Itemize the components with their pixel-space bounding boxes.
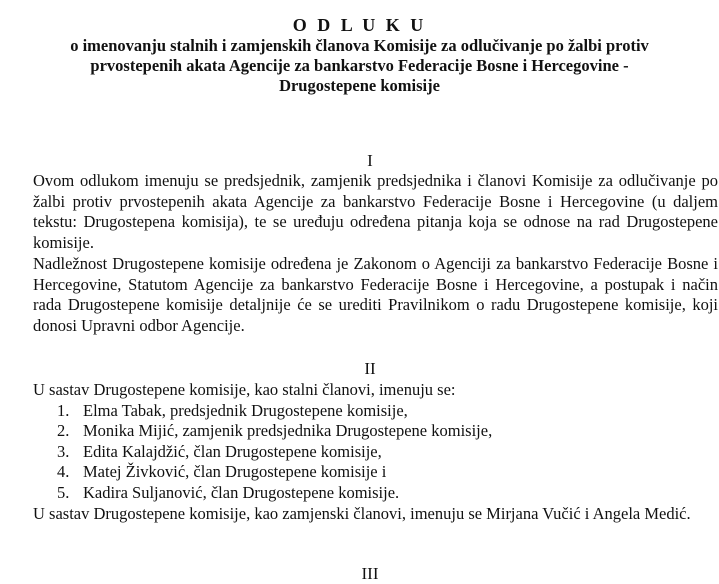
list-item-text: Monika Mijić, zamjenik predsjednika Drugostepene komisije, <box>83 421 493 441</box>
list-item-number: 1. <box>57 401 70 420</box>
list-item-text: Edita Kalajdžić, član Drugostepene komisije, <box>83 441 382 461</box>
list-item-number: 4. <box>57 462 70 482</box>
section-2-closing: U sastav Drugostepene komisije, kao zamjenski članovi, imenuju se Mirjana Vučić i Angela Medić. <box>33 504 691 523</box>
list-item-number: 5. <box>57 482 70 502</box>
list-item-number: 3. <box>57 441 70 461</box>
section-1-paragraph-2: Nadležnost Drugostepene komisije određena je Zakonom o Agenciji za bankarstvo Federacije Bosne i Hercegovine, Statutom Agencije za bankarstvo Federacije Bosne i Hercegovine, a postupak i način rada Drugostepene komisije detaljnije će se urediti Pravilnikom o radu Drugostepene komisije, koji donosi Upravni odbor Agencije. <box>33 254 718 335</box>
section-heading-1: I <box>367 151 373 170</box>
section-1-paragraph-1: Ovom odlukom imenuju se predsjednik, zamjenik predsjednika i članovi Komisije za odlučivanje po žalbi protiv prvostepenih akata Agencije za bankarstvo Federacije Bosne i Hercegovine (u daljem tekstu: Drugostepena komisija), te se uređuju određena pitanja koja se odnose na rad Drugostepene komisije. <box>33 171 718 252</box>
section-heading-3: III <box>361 564 379 583</box>
section-heading-2: II <box>364 359 376 378</box>
document-subtitle-line-3: Drugostepene komisije <box>279 76 440 95</box>
list-item-text: Elma Tabak, predsjednik Drugostepene komisije, <box>83 401 408 420</box>
list-item-text: Matej Živković, član Drugostepene komisije i <box>83 462 387 482</box>
document-title-block <box>0 14 719 96</box>
document-subtitle-line-1: o imenovanju stalnih i zamjenskih članova Komisije za odlučivanje po žalbi protiv <box>70 36 649 55</box>
section-2-intro: U sastav Drugostepene komisije, kao stalni članovi, imenuju se: <box>33 380 456 399</box>
members-list <box>57 401 717 503</box>
list-item-number: 2. <box>57 421 70 441</box>
list-item <box>57 442 717 462</box>
list-item <box>57 421 717 441</box>
list-item <box>57 483 717 503</box>
document-subtitle-line-2: prvostepenih akata Agencije za bankarstvo Federacije Bosne i Hercegovine - <box>90 56 629 75</box>
list-item <box>57 401 717 421</box>
document-title: O D L U K U <box>292 15 427 35</box>
list-item <box>57 462 717 482</box>
list-item-text: Kadira Suljanović, član Drugostepene komisije. <box>83 482 400 502</box>
